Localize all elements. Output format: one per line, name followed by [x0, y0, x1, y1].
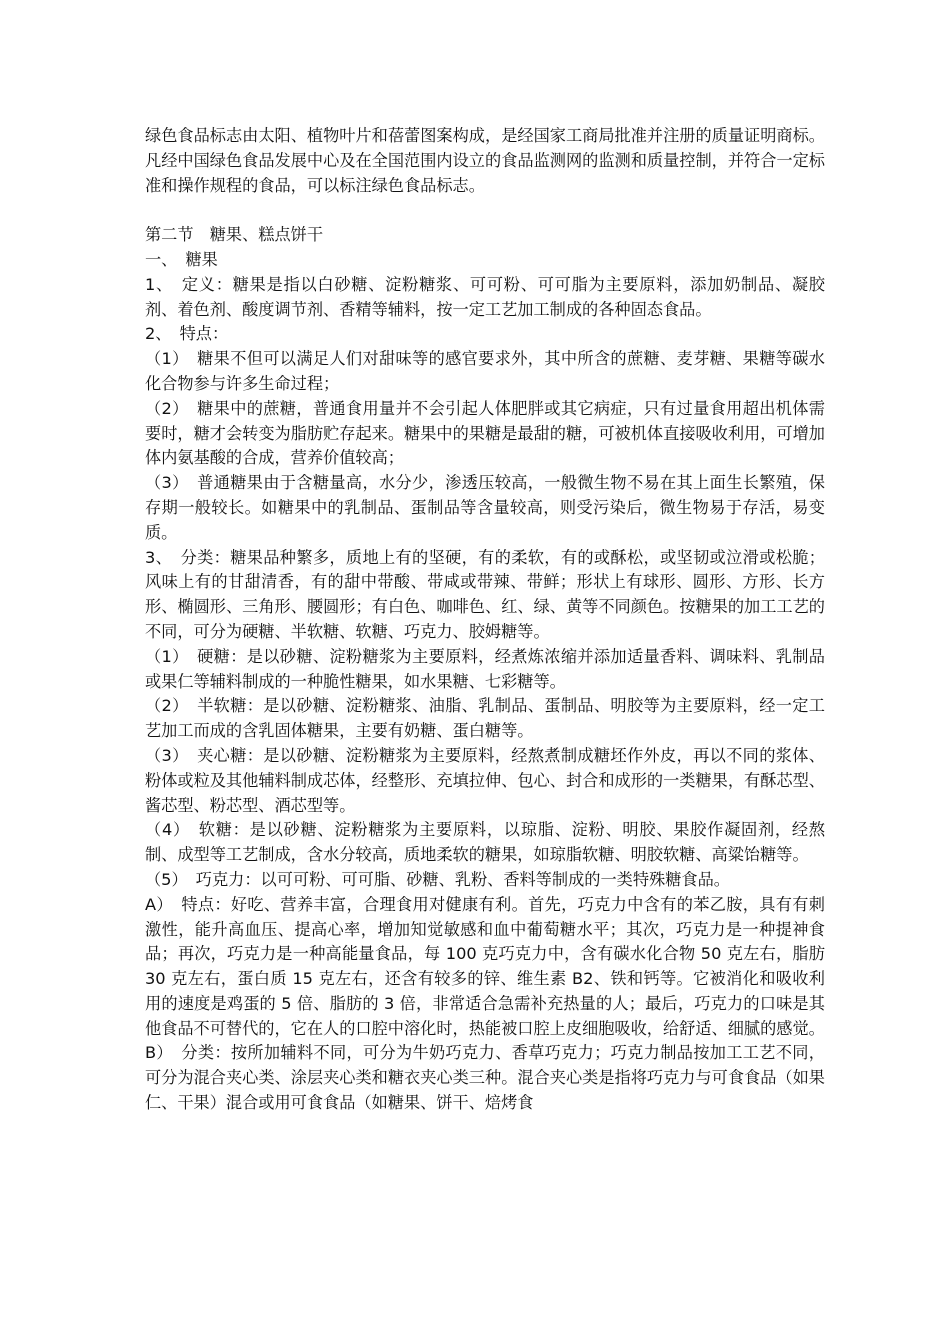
paragraph-chocolate-types: B） 分类：按所加辅料不同，可分为牛奶巧克力、香草巧克力；巧克力制品按加工工艺不同，可分为混合夹心类、涂层夹心类和糖衣夹心类三种。混合夹心类是指将巧克力与可食食品（如果仁、干果）混合或用可食食品（如糖果、饼干、焙烤食: [145, 1043, 825, 1113]
paragraph-definition: 1、 定义：糖果是指以白砂糖、淀粉糖浆、可可粉、可可脂为主要原料，添加奶制品、凝胶剂、着色剂、酸度调节剂、香精等辅料，按一定工艺加工制成的各种固态食品。: [145, 274, 825, 319]
paragraph-feature-1: （1） 糖果不但可以满足人们对甜味等的感官要求外，其中所含的蔗糖、麦芽糖、果糖等碳水化合物参与许多生命过程；: [145, 349, 825, 393]
paragraph-semi-soft-candy: （2） 半软糖：是以砂糖、淀粉糖浆、油脂、乳制品、蛋制品、明胶等为主要原料，经一定工艺加工而成的含乳固体糖果，主要有奶糖、蛋白糖等。: [145, 696, 825, 741]
paragraph-chocolate-features: A） 特点：好吃、营养丰富，合理食用对健康有利。首先，巧克力中含有的苯乙胺，具有有刺激性，能升高血压、提高心率，增加知觉敏感和血中葡萄糖水平；其次，巧克力是一种提神食品；再次，巧克力是一种高能量食品，每 100 克巧克力中，含有碳水化合物 50 克左右，脂肪 30 克左右，蛋白质 15 克左右，还含有较多的锌、维生素 B2、铁和钙等。它被消化和吸收利用的速度是鸡蛋的 5 倍、脂肪的 3 倍，非常适合急需补充热量的人；最后，巧克力的口味是其他食品不可替代的，它在人的口腔中溶化时，热能被口腔上皮细胞吸收，给舒适、细腻的感觉。: [145, 894, 825, 1038]
blank-line: [145, 198, 825, 223]
paragraph-soft-candy: （4） 软糖：是以砂糖、淀粉糖浆为主要原料，以琼脂、淀粉、明胶、果胶作凝固剂，经熬制、成型等工艺制成，含水分较高，质地柔软的糖果，如琼脂软糖、明胶软糖、高粱饴糖等。: [145, 820, 825, 865]
paragraph-hard-candy: （1） 硬糖：是以砂糖、淀粉糖浆为主要原料，经煮炼浓缩并添加适量香料、调味料、乳制品或果仁等辅料制成的一种脆性糖果，如水果糖、七彩糖等。: [145, 646, 825, 691]
paragraph-feature-2: （2） 糖果中的蔗糖，普通食用量并不会引起人体肥胖或其它病症，只有过量食用超出机体需要时，糖才会转变为脂肪贮存起来。糖果中的果糖是最甜的糖，可被机体直接吸收利用，可增加体内氨基酸的合成，营养价值较高；: [145, 398, 825, 468]
paragraph-features-heading: 2、 特点：: [145, 324, 229, 344]
section-heading: 第二节 糖果、糕点饼干: [145, 225, 324, 245]
intro-paragraph: 绿色食品标志由太阳、植物叶片和蓓蕾图案构成，是经国家工商局批准并注册的质量证明商标。凡经中国绿色食品发展中心及在全国范围内设立的食品监测网的监测和质量控制，并符合一定标准和操作规程的食品，可以标注绿色食品标志。: [145, 126, 825, 195]
paragraph-chocolate: （5） 巧克力：以可可粉、可可脂、砂糖、乳粉、香料等制成的一类特殊糖食品。: [145, 869, 730, 889]
paragraph-filled-candy: （3） 夹心糖：是以砂糖、淀粉糖浆为主要原料，经熬煮制成糖坯作外皮，再以不同的浆体、粉体或粒及其他辅料制成芯体，经整形、充填拉伸、包心、封合和成形的一类糖果，有酥芯型、酱芯型、粉芯型、酒芯型等。: [145, 745, 825, 815]
paragraph-classification: 3、 分类：糖果品种繁多，质地上有的坚硬，有的柔软，有的或酥松，或坚韧或泣滑或松脆；风味上有的甘甜清香，有的甜中带酸、带咸或带辣、带鲜；形状上有球形、圆形、方形、长方形、椭圆形、三角形、腰圆形；有白色、咖啡色、红、绿、黄等不同颜色。按糖果的加工工艺的不同，可分为硬糖、半软糖、软糖、巧克力、胶姆糖等。: [145, 547, 825, 641]
subsection-heading: 一、 糖果: [145, 249, 218, 269]
document-page: [145, 124, 825, 1116]
paragraph-feature-3: （3） 普通糖果由于含糖量高，水分少，渗透压较高，一般微生物不易在其上面生长繁殖，保存期一般较长。如糖果中的乳制品、蛋制品等含量较高，则受污染后，微生物易于存活，易变质。: [145, 473, 825, 542]
